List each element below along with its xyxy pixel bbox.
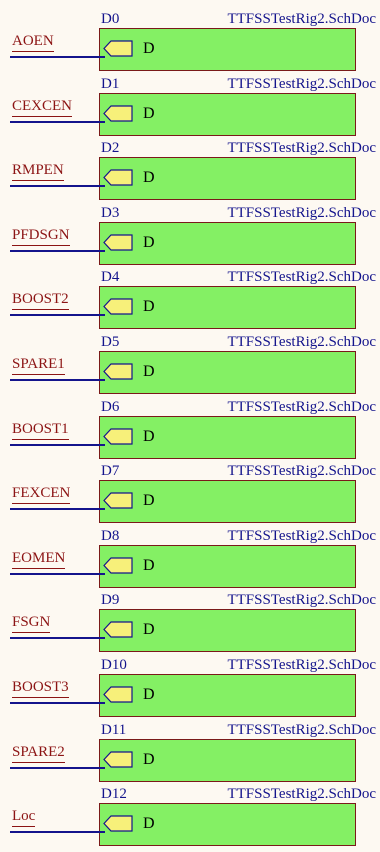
sheet-symbol[interactable]: [99, 803, 356, 846]
sheet-file-name[interactable]: TTFSSTestRig2.SchDoc: [227, 657, 376, 673]
sheet-entry-port-icon[interactable]: [103, 492, 133, 509]
wire[interactable]: [10, 508, 105, 510]
sheet-file-name[interactable]: TTFSSTestRig2.SchDoc: [227, 11, 376, 27]
sheet-entry-name: D: [143, 427, 155, 445]
net-label-underline: [12, 245, 70, 246]
sheet-symbol-row: [0, 527, 380, 594]
sheet-designator[interactable]: D5: [101, 334, 120, 350]
sheet-symbol[interactable]: [99, 480, 356, 523]
net-label-underline: [12, 697, 69, 698]
net-label-underline: [12, 309, 69, 310]
sheet-entry-port-icon[interactable]: [103, 363, 133, 380]
sheet-designator[interactable]: D6: [101, 398, 120, 415]
net-label-underline: [12, 632, 50, 633]
net-label-underline: [12, 826, 35, 827]
sheet-designator[interactable]: D8: [101, 527, 120, 544]
net-label-underline: [12, 374, 65, 375]
net-label[interactable]: BOOST3: [12, 679, 69, 695]
sheet-file-name[interactable]: TTFSSTestRig2.SchDoc: [227, 721, 376, 738]
sheet-designator[interactable]: D10: [101, 657, 127, 673]
sheet-symbol-row: [0, 75, 380, 142]
wire[interactable]: [10, 637, 105, 639]
net-label[interactable]: FEXCEN: [12, 485, 71, 502]
sheet-entry-port-icon[interactable]: [103, 751, 133, 768]
net-label[interactable]: BOOST2: [12, 291, 69, 308]
sheet-symbol-row: [0, 204, 380, 271]
sheet-symbol[interactable]: [99, 545, 356, 588]
sheet-entry-port-icon[interactable]: [103, 815, 133, 832]
sheet-entry-port-icon[interactable]: [103, 428, 133, 445]
sheet-symbol[interactable]: [99, 157, 356, 200]
sheet-symbol[interactable]: [99, 28, 356, 71]
wire[interactable]: [10, 767, 105, 769]
sheet-designator[interactable]: D9: [101, 592, 120, 609]
net-label[interactable]: SPARE1: [12, 356, 65, 372]
net-label[interactable]: Loc: [12, 808, 36, 825]
sheet-entry-port-icon[interactable]: [103, 621, 133, 638]
sheet-symbol[interactable]: [99, 222, 356, 265]
sheet-symbol[interactable]: [99, 674, 356, 717]
sheet-file-name[interactable]: TTFSSTestRig2.SchDoc: [227, 204, 376, 221]
sheet-entry-name: D: [143, 40, 155, 57]
wire[interactable]: [10, 573, 105, 575]
net-label-underline: [12, 762, 65, 763]
net-label[interactable]: AOEN: [12, 33, 54, 49]
sheet-symbol-row: [0, 788, 380, 852]
sheet-designator[interactable]: D4: [101, 269, 120, 286]
sheet-entry-name: D: [143, 169, 155, 187]
net-label-underline: [12, 439, 69, 440]
sheet-entry-name: D: [143, 233, 155, 251]
sheet-symbol[interactable]: [99, 93, 356, 136]
wire[interactable]: [10, 702, 105, 704]
sheet-symbol-row: [0, 13, 380, 77]
sheet-designator[interactable]: D0: [101, 11, 120, 27]
sheet-symbol[interactable]: [99, 609, 356, 652]
sheet-entry-port-icon[interactable]: [103, 234, 133, 251]
wire[interactable]: [10, 831, 105, 833]
sheet-symbol-row: [0, 142, 380, 206]
wire[interactable]: [10, 379, 105, 381]
sheet-entry-port-icon[interactable]: [103, 105, 133, 122]
sheet-symbol-row: [0, 594, 380, 658]
sheet-entry-name: D: [143, 556, 155, 574]
sheet-symbol-row: [0, 398, 380, 465]
sheet-symbol-row: [0, 721, 380, 788]
sheet-entry-name: D: [143, 298, 155, 316]
sheet-entry-name: D: [143, 750, 155, 768]
sheet-file-name[interactable]: TTFSSTestRig2.SchDoc: [227, 463, 376, 480]
net-label[interactable]: PFDSGN: [12, 226, 70, 243]
sheet-symbol-row: [0, 659, 380, 723]
sheet-entry-port-icon[interactable]: [103, 557, 133, 574]
net-label[interactable]: BOOST1: [12, 420, 69, 437]
wire[interactable]: [10, 121, 105, 123]
wire[interactable]: [10, 56, 105, 58]
sheet-symbol-row: [0, 465, 380, 529]
sheet-symbol[interactable]: [99, 286, 356, 329]
sheet-symbol-row: [0, 336, 380, 400]
sheet-designator[interactable]: D2: [101, 140, 120, 157]
net-label-underline: [12, 116, 72, 117]
sheet-entry-name: D: [143, 686, 155, 703]
sheet-entry-name: D: [143, 363, 155, 380]
net-label-underline: [12, 51, 54, 52]
sheet-file-name[interactable]: TTFSSTestRig2.SchDoc: [227, 269, 376, 286]
sheet-entry-name: D: [143, 104, 155, 122]
net-label-underline: [12, 503, 70, 504]
sheet-symbol-row: [0, 271, 380, 335]
sheet-entry-name: D: [143, 815, 155, 833]
sheet-file-name[interactable]: TTFSSTestRig2.SchDoc: [227, 398, 376, 415]
sheet-entry-name: D: [143, 492, 155, 510]
sheet-file-name[interactable]: TTFSSTestRig2.SchDoc: [227, 75, 376, 92]
sheet-entry-port-icon[interactable]: [103, 686, 133, 703]
wire[interactable]: [10, 444, 105, 446]
sheet-symbol[interactable]: [99, 416, 356, 459]
sheet-entry-port-icon[interactable]: [103, 40, 133, 57]
wire[interactable]: [10, 314, 105, 316]
net-label-underline: [12, 180, 64, 181]
sheet-entry-name: D: [143, 621, 155, 639]
wire[interactable]: [10, 250, 105, 252]
sheet-file-name[interactable]: TTFSSTestRig2.SchDoc: [227, 140, 376, 157]
sheet-designator[interactable]: D11: [101, 721, 127, 738]
net-label[interactable]: CEXCEN: [12, 97, 72, 114]
sheet-designator[interactable]: D12: [101, 786, 127, 803]
sheet-file-name[interactable]: TTFSSTestRig2.SchDoc: [227, 592, 376, 609]
net-label[interactable]: FSGN: [12, 614, 51, 631]
sheet-symbol[interactable]: [99, 351, 356, 394]
sheet-designator[interactable]: D7: [101, 463, 120, 480]
sheet-file-name[interactable]: TTFSSTestRig2.SchDoc: [227, 527, 376, 544]
sheet-entry-port-icon[interactable]: [103, 298, 133, 315]
net-label[interactable]: RMPEN: [12, 162, 64, 179]
net-label-underline: [12, 568, 65, 569]
net-label[interactable]: EOMEN: [12, 549, 66, 566]
sheet-designator[interactable]: D1: [101, 75, 120, 92]
sheet-designator[interactable]: D3: [101, 204, 120, 221]
sheet-symbol[interactable]: [99, 739, 356, 782]
wire[interactable]: [10, 185, 105, 187]
sheet-entry-port-icon[interactable]: [103, 169, 133, 186]
sheet-file-name[interactable]: TTFSSTestRig2.SchDoc: [227, 334, 376, 350]
sheet-file-name[interactable]: TTFSSTestRig2.SchDoc: [227, 786, 376, 803]
net-label[interactable]: SPARE2: [12, 743, 65, 760]
